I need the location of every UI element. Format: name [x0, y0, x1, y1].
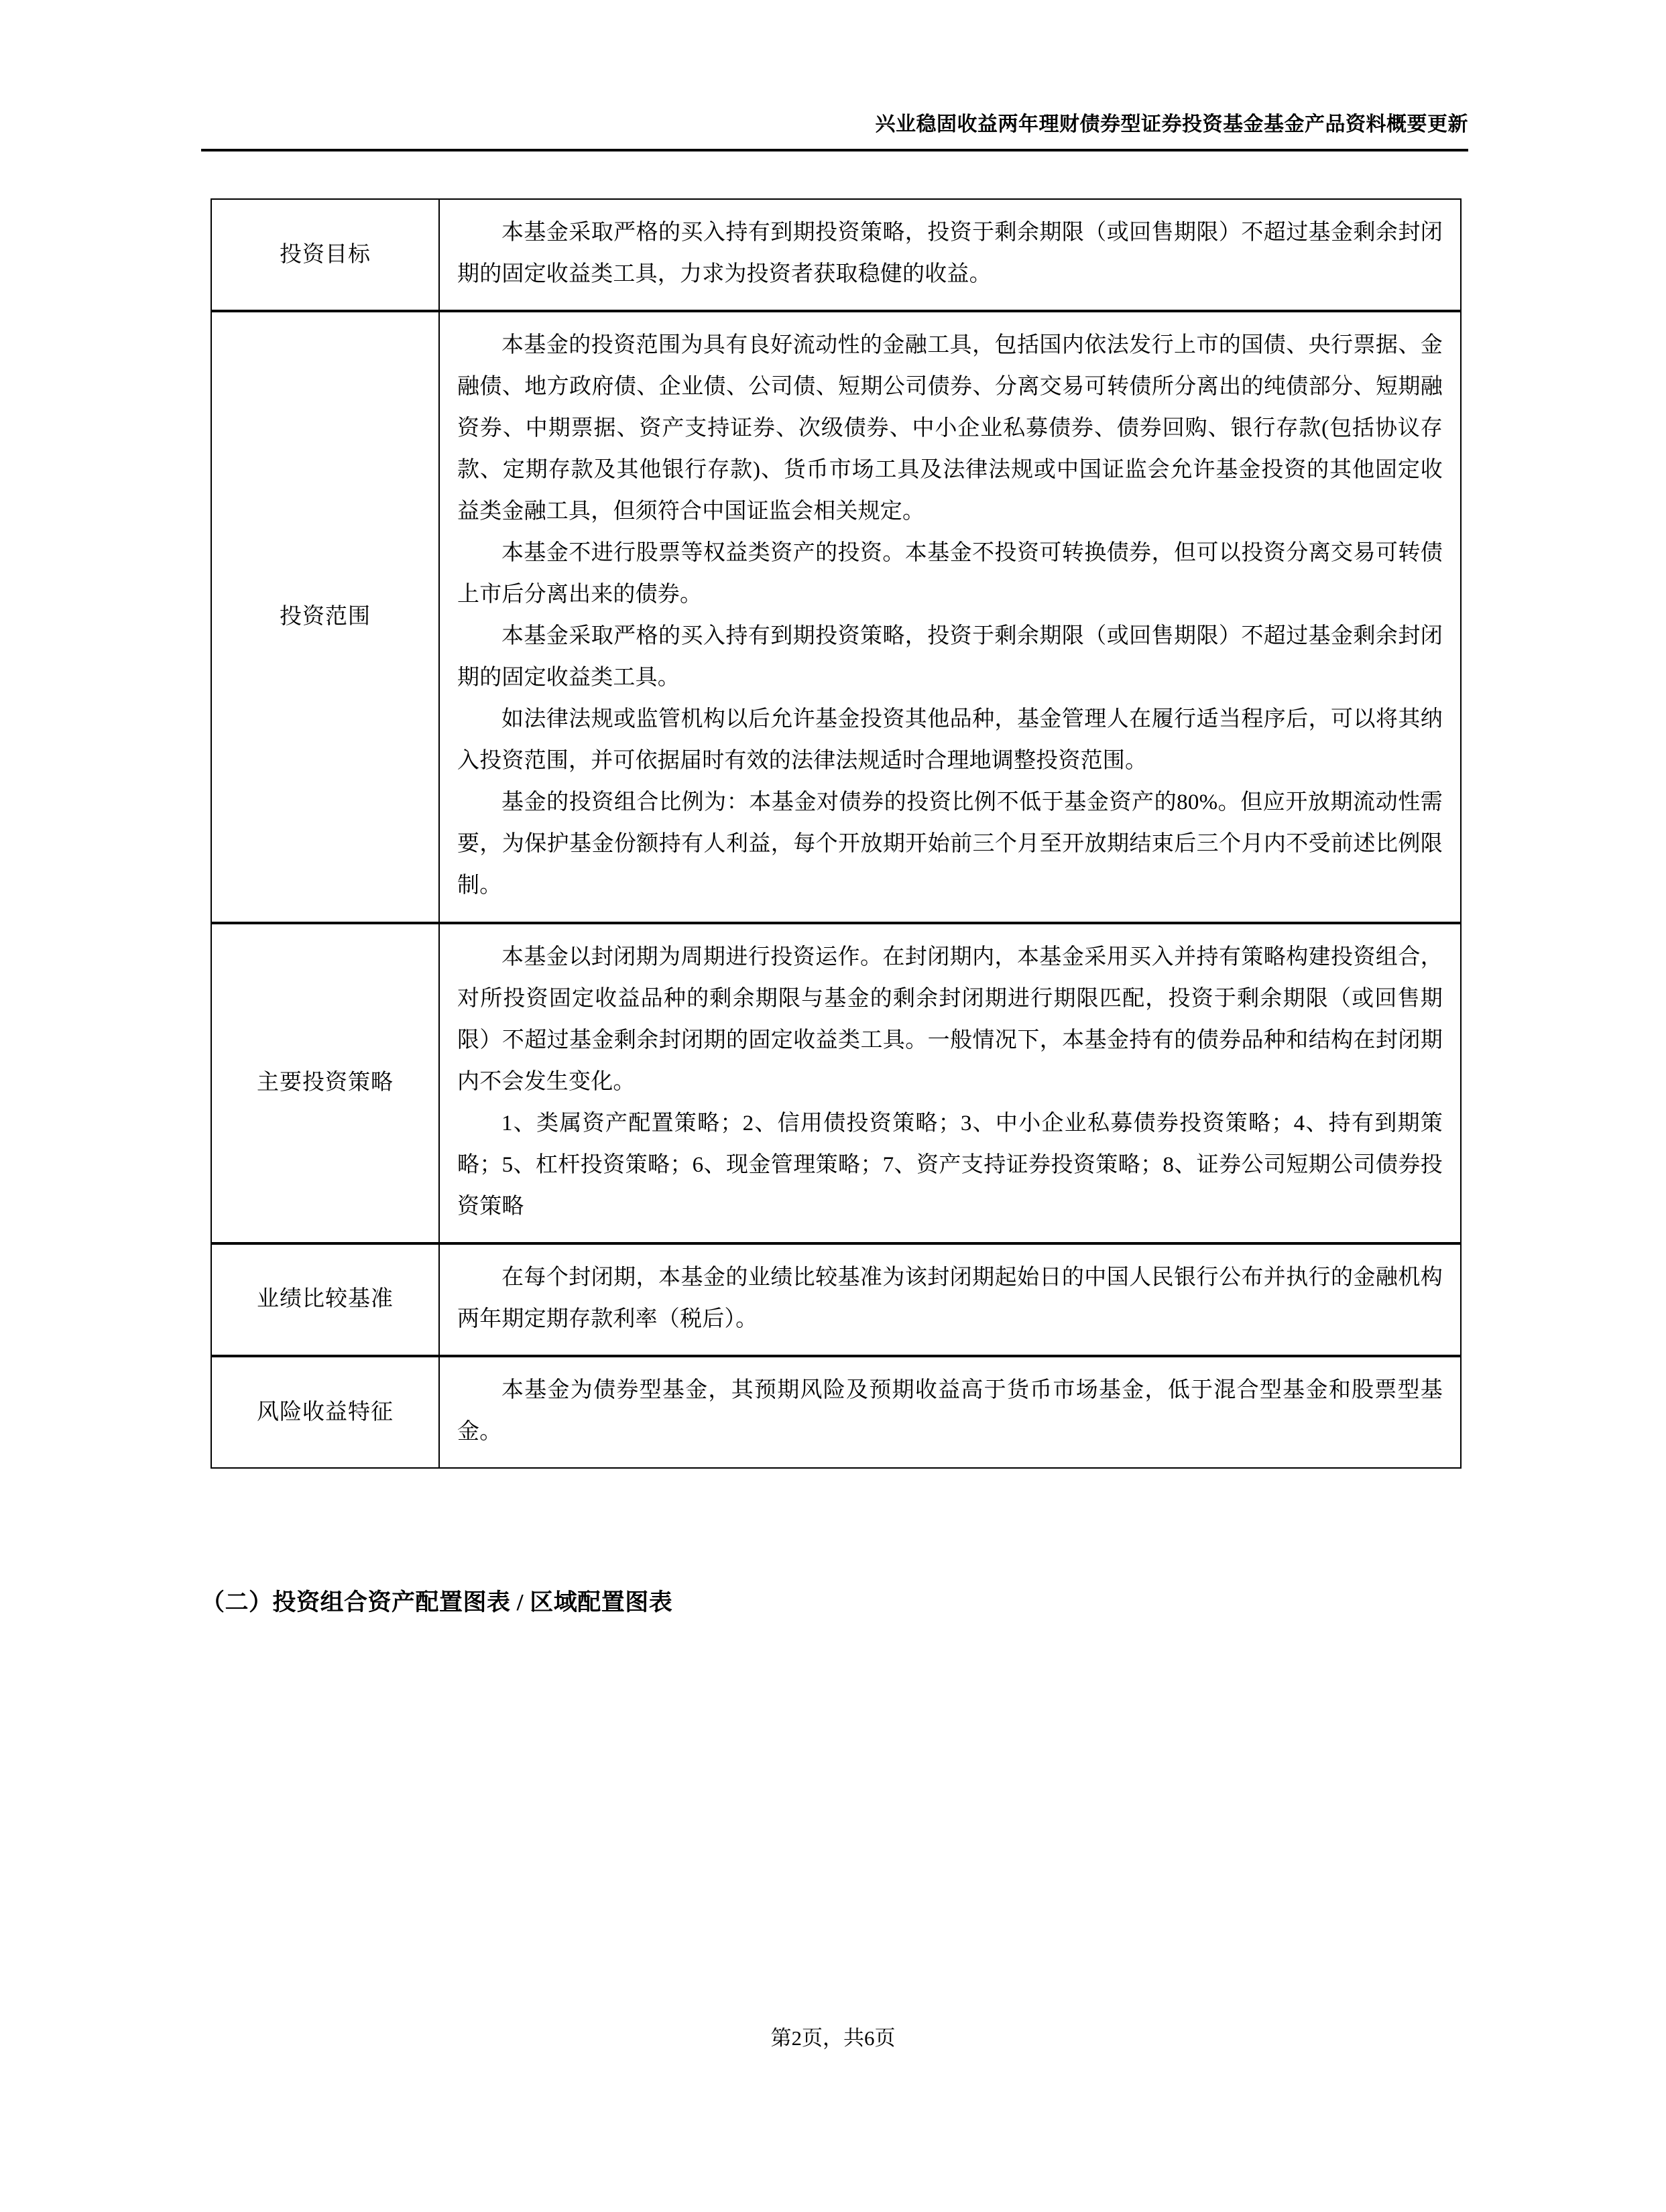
- paragraph: 本基金以封闭期为周期进行投资运作。在封闭期内，本基金采用买入并持有策略构建投资组合，对所投资固定收益品种的剩余期限与基金的剩余封闭期进行期限匹配，投资于剩余期限（或回售期限）不超过基金剩余封闭期的固定收益类工具。一般情况下，本基金持有的债券品种和结构在封闭期内不会发生变化。: [457, 944, 1443, 1094]
- document-running-header: 兴业稳固收益两年理财债券型证券投资基金基金产品资料概要更新: [875, 113, 1468, 135]
- row-content-risk-return-profile: [439, 1356, 1461, 1468]
- paragraph: 在每个封闭期，本基金的业绩比较基准为该封闭期起始日的中国人民银行公布并执行的金融机构两年期定期存款利率（税后）。: [457, 1265, 1443, 1331]
- row-label-main-investment-strategy: 主要投资策略: [211, 923, 439, 1243]
- row-label-risk-return-profile: 风险收益特征: [211, 1356, 439, 1468]
- paragraph: 本基金采取严格的买入持有到期投资策略，投资于剩余期限（或回售期限）不超过基金剩余封闭期的固定收益类工具，力求为投资者获取稳健的收益。: [457, 221, 1443, 287]
- row-content-investment-objective: [439, 199, 1461, 311]
- paragraph: 本基金的投资范围为具有良好流动性的金融工具，包括国内依法发行上市的国债、央行票据、金融债、地方政府债、企业债、公司债、短期公司债券、分离交易可转债所分离出的纯债部分、短期融资券、中期票据、资产支持证券、次级债券、中小企业私募债券、债券回购、银行存款(包括协议存款、定期存款及其他银行存款)、货币市场工具及法律法规或中国证监会允许基金投资的其他固定收益类金融工具，但须符合中国证监会相关规定。: [457, 333, 1443, 524]
- row-content-performance-benchmark: [439, 1243, 1461, 1356]
- fund-information-table: [211, 198, 1462, 1469]
- row-content-investment-scope: [439, 311, 1461, 922]
- table-row: [211, 311, 1461, 922]
- section-heading-portfolio-allocation-charts: （二）投资组合资产配置图表 / 区域配置图表: [201, 1589, 673, 1615]
- table-row: [211, 923, 1461, 1243]
- row-label-performance-benchmark: 业绩比较基准: [211, 1243, 439, 1356]
- row-content-main-investment-strategy: [439, 923, 1461, 1243]
- paragraph: 本基金不进行股票等权益类资产的投资。本基金不投资可转换债券，但可以投资分离交易可转债上市后分离出来的债券。: [457, 541, 1443, 607]
- paragraph: 本基金采取严格的买入持有到期投资策略，投资于剩余期限（或回售期限）不超过基金剩余封闭期的固定收益类工具。: [457, 624, 1443, 690]
- page-number-footer: 第2页，共6页: [770, 2026, 896, 2050]
- row-label-investment-scope: 投资范围: [211, 311, 439, 922]
- header-divider-rule: [201, 149, 1468, 151]
- paragraph: 如法律法规或监管机构以后允许基金投资其他品种，基金管理人在履行适当程序后，可以将其纳入投资范围，并可依据届时有效的法律法规适时合理地调整投资范围。: [457, 707, 1443, 774]
- table-row: [211, 199, 1461, 311]
- paragraph: 本基金为债券型基金，其预期风险及预期收益高于货币市场基金，低于混合型基金和股票型基金。: [457, 1377, 1443, 1444]
- table-row: [211, 1243, 1461, 1356]
- paragraph: 基金的投资组合比例为：本基金对债券的投资比例不低于基金资产的80%。但应开放期流动性需要，为保护基金份额持有人利益，每个开放期开始前三个月至开放期结束后三个月内不受前述比例限制。: [457, 790, 1443, 898]
- strategy-list-paragraph: 1、类属资产配置策略；2、信用债投资策略；3、中小企业私募债券投资策略；4、持有到期策略；5、杠杆投资策略；6、现金管理策略；7、资产支持证券投资策略；8、证券公司短期公司债券投资策略: [457, 1111, 1443, 1219]
- row-label-investment-objective: 投资目标: [211, 199, 439, 311]
- table-row: [211, 1356, 1461, 1468]
